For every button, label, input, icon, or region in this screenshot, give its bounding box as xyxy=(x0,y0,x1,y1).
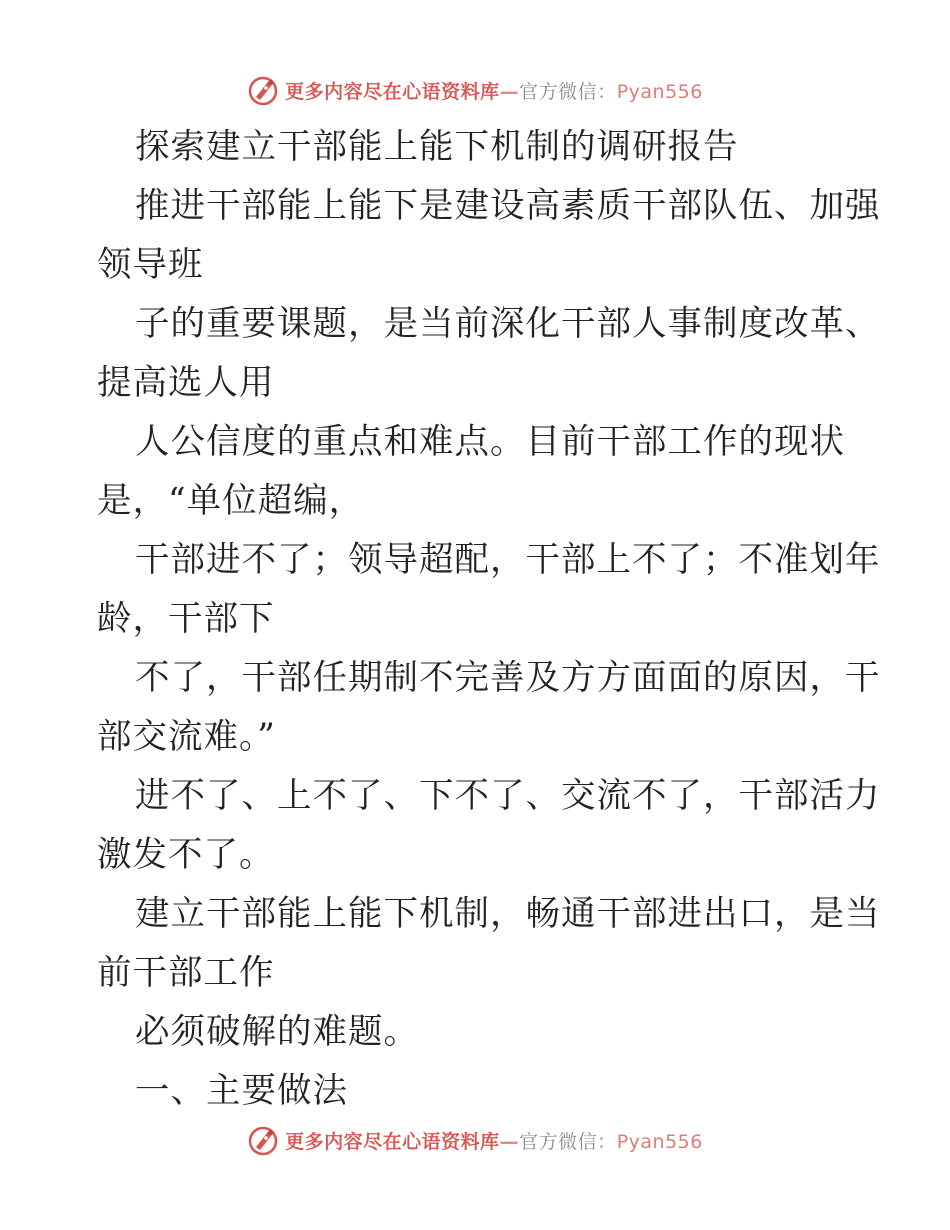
pen-nib-circle-icon xyxy=(247,74,279,106)
paragraph-line: 子的重要课题，是当前深化干部人事制度改革、 xyxy=(135,304,881,344)
watermark-id: Pyan556 xyxy=(616,1130,703,1153)
watermark-separator: — xyxy=(499,1130,520,1153)
watermark-id: Pyan556 xyxy=(616,80,703,103)
footer-watermark xyxy=(0,1120,950,1160)
paragraph-line: 领导班 xyxy=(97,245,204,285)
paragraph-line: 前干部工作 xyxy=(97,953,275,993)
paragraph-line: 必须破解的难题。 xyxy=(135,1012,419,1052)
paragraph-line: 不了，干部任期制不完善及方方面面的原因，干 xyxy=(135,658,881,698)
paragraph-line: 激发不了。 xyxy=(97,835,275,875)
paragraph-line: 是，“单位超编， xyxy=(97,481,365,521)
watermark-label: 官方微信： xyxy=(519,1130,617,1153)
document-title: 探索建立干部能上能下机制的调研报告 xyxy=(135,127,739,167)
paragraph-line: 干部进不了；领导超配，干部上不了；不准划年 xyxy=(135,540,881,580)
document-body xyxy=(97,118,881,1121)
watermark-separator: — xyxy=(499,80,520,103)
pen-nib-circle-icon xyxy=(247,1124,279,1156)
paragraph-line: 人公信度的重点和难点。目前干部工作的现状 xyxy=(135,422,845,462)
paragraph-line: 推进干部能上能下是建设高素质干部队伍、加强 xyxy=(135,186,881,226)
paragraph-line: 部交流难。” xyxy=(97,717,276,757)
paragraph-line: 进不了、上不了、下不了、交流不了，干部活力 xyxy=(135,776,881,816)
watermark-text xyxy=(285,77,703,104)
header-watermark xyxy=(0,70,950,110)
watermark-text xyxy=(285,1127,703,1154)
paragraph-line: 提高选人用 xyxy=(97,363,275,403)
watermark-label: 官方微信： xyxy=(519,80,617,103)
section-heading: 一、主要做法 xyxy=(135,1071,348,1111)
paragraph-line: 龄，干部下 xyxy=(97,599,275,639)
watermark-main: 更多内容尽在心语资料库 xyxy=(285,1130,500,1153)
watermark-main: 更多内容尽在心语资料库 xyxy=(285,80,500,103)
paragraph-line: 建立干部能上能下机制，畅通干部进出口，是当 xyxy=(135,894,881,934)
